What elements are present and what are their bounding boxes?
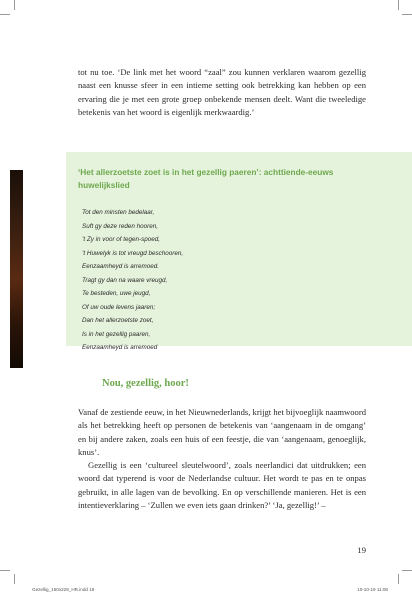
- poem-line: ’t Huwelyk is tot vreugd beschooren,: [82, 249, 184, 257]
- crop-mark: [402, 14, 412, 15]
- poem-line: Eenzaamheyd is arremoed: [82, 344, 158, 351]
- crop-mark: [14, 574, 15, 584]
- poem-line: Tot den minsten bedelaar,: [82, 209, 155, 216]
- crop-mark: [398, 574, 399, 584]
- poem-line: Dan het allerzoetste zoet,: [82, 317, 154, 324]
- photo-strip: [10, 170, 23, 368]
- body-text: [78, 406, 366, 512]
- crop-mark: [402, 570, 412, 571]
- crop-mark: [14, 0, 15, 10]
- poem-line: Tragt gy dan na waare vreugd,: [82, 276, 168, 284]
- poem-line: Suft gy deze reden hooren,: [82, 222, 158, 230]
- body-paragraph: Gezellig is een ‘cultureel sleutelwoord’, zoals neerlandici dat uitdrukken; een woord dat typerend is voor de Nederlandse cultuur. Het wordt te pas en te onpas gebruikt, in alle lagen van de bevolking. En op verschillende manieren. Het is een intentieverklaring – ‘Zullen we even iets gaan drinken?’ ‘Ja, gezellig!’ –: [78, 460, 366, 511]
- crop-mark: [398, 0, 399, 10]
- slug-filename: Gezellig_150x228_HR.indd 19: [32, 587, 95, 592]
- intro-paragraph: tot nu toe. ‘De link met het woord “zaal” zou kunnen verklaren waarom gezellig naast een knusse sfeer in een intieme setting ook betrekking kan hebben op een ervaring die je met een grote groep onbekende mensen deelt. Want die tweeledige betekenis van het woord is eigenlijk merkwaardig.’: [78, 67, 366, 117]
- page-number: 19: [357, 545, 366, 555]
- body-paragraph: Vanaf de zestiende eeuw, in het Nieuwnederlands, krijgt het bijvoeglijk naamwoord als het betrekking heeft op personen de betekenis van ‘aangenaam in de omgang’ en bij andere zaken, zoals een huis of een feestje, die van ‘aangenaam, genoeglijk, knus’.: [78, 407, 366, 457]
- crop-mark: [0, 14, 10, 15]
- poem-line: Is in het gezellig paaren,: [82, 330, 151, 338]
- poem-line: Eenzaamheyd is arremoed.: [82, 263, 160, 270]
- inset-title: ‘Het allerzoetste zoet is in het gezellig paeren’: achttiende-eeuws huwelijkslied: [78, 167, 334, 190]
- poem-line: Of uw oude levens jaaren;: [82, 303, 156, 311]
- crop-mark: [0, 570, 10, 571]
- section-heading: Nou, gezellig, hoor!: [102, 378, 189, 389]
- poem-line: ’t Zy in voor of tegen-spoed,: [82, 236, 161, 243]
- poem: [82, 206, 362, 355]
- slug-timestamp: 10-10-19 11:08: [357, 587, 388, 592]
- poem-line: Te besteden, uwe jeugd,: [82, 290, 151, 297]
